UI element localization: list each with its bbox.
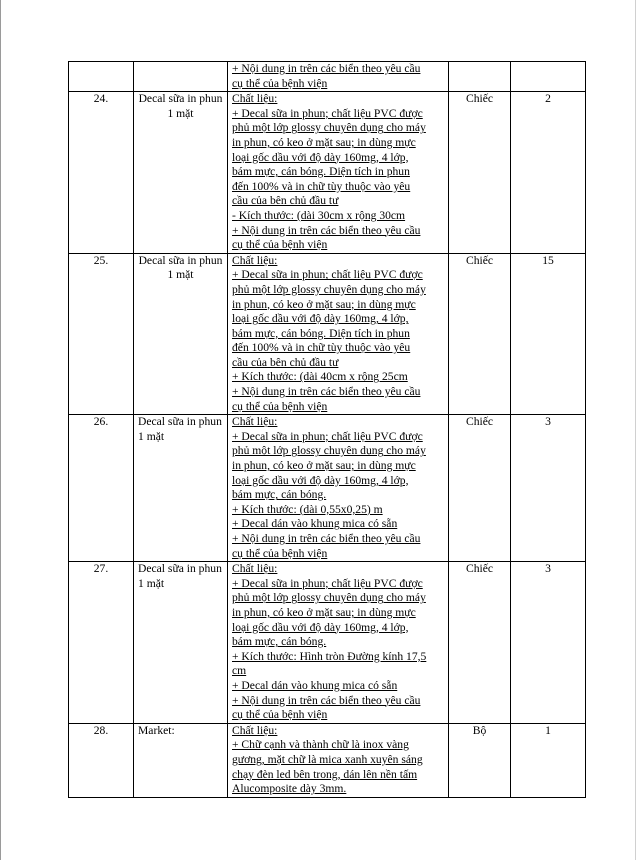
description-line: - Kích thước: (dài 30cm x rộng 30cm [232, 208, 406, 222]
description-line: + Decal sữa in phun; chất liệu PVC được [232, 106, 423, 120]
item-quantity: 1 [511, 723, 586, 797]
description-line: gương, mặt chữ là mica xanh xuyên sáng [232, 752, 423, 766]
table-body [69, 62, 586, 798]
item-description [228, 253, 449, 415]
description-line: + Decal dán vào khung mica có sẵn [232, 517, 398, 531]
description-line: + Nội dung in trên các biển theo yêu cầu [232, 62, 421, 75]
description-line: Chất liệu: [232, 562, 278, 576]
item-unit: Chiếc [449, 415, 511, 562]
description-line: đến 100% và in chữ tùy thuộc vào yêu [232, 179, 411, 193]
item-unit: Bộ [449, 723, 511, 797]
item-description [228, 62, 449, 92]
description-line: phủ một lớp glossy chuyên dụng cho máy [232, 282, 426, 296]
description-line: + Kích thước: (dài 0,55x0,25) m [232, 502, 383, 516]
description-line: + Nội dung in trên các biển theo yêu cầu [232, 385, 421, 399]
description-line: cụ thể của bệnh viện [232, 546, 328, 560]
description-line: loại gốc dầu với độ dày 160mg, 4 lớp, [232, 150, 409, 164]
description-line: bám mực, cán bóng. [232, 488, 327, 502]
row-number [69, 62, 134, 92]
description-line: Chất liệu: [232, 415, 278, 429]
description-line: + Decal sữa in phun; chất liệu PVC được [232, 268, 423, 282]
description-line: phủ một lớp glossy chuyên dụng cho máy [232, 591, 426, 605]
description-line: cụ thể của bệnh viện [232, 76, 328, 90]
item-description [228, 562, 449, 724]
description-line: cụ thể của bệnh viện [232, 708, 328, 722]
item-name: Decal sữa in phun 1 mặt [134, 562, 228, 724]
description-line: + Nội dung in trên các biển theo yêu cầu [232, 532, 421, 545]
page-left-edge [0, 0, 1, 860]
table-row [69, 723, 586, 797]
item-unit [449, 62, 511, 92]
item-name: Market: [134, 723, 228, 797]
item-unit: Chiếc [449, 562, 511, 724]
table-row [69, 415, 586, 562]
description-line: bám mực, cán bóng. Diện tích in phun [232, 165, 410, 179]
row-number: 26. [69, 415, 134, 562]
description-line: đến 100% và in chữ tùy thuộc vào yêu [232, 341, 411, 355]
description-line: in phun, có keo ở mặt sau; in dùng mực [232, 297, 416, 311]
description-line: Alucomposite dày 3mm. [232, 782, 347, 796]
description-line: in phun, có keo ở mặt sau; in dùng mực [232, 459, 416, 473]
item-name: Decal sữa in phun 1 mặt [134, 92, 228, 254]
item-quantity: 3 [511, 562, 586, 724]
description-line: chạy đèn led bên trong, dán lên nền tấm [232, 767, 418, 781]
description-line: loại gốc dầu với độ dày 160mg, 4 lớp, [232, 473, 409, 487]
description-line: + Kích thước: Hình tròn Đường kính 17,5 [232, 649, 427, 663]
description-line: phủ một lớp glossy chuyên dụng cho máy [232, 121, 426, 135]
description-line: + Nội dung in trên các biển theo yêu cầu [232, 223, 421, 237]
description-line: Chất liệu: [232, 723, 278, 737]
item-description [228, 723, 449, 797]
item-name [134, 62, 228, 92]
item-unit: Chiếc [449, 253, 511, 415]
description-line: Chất liệu: [232, 253, 278, 267]
item-name: Decal sữa in phun 1 mặt [134, 415, 228, 562]
item-quantity: 15 [511, 253, 586, 415]
description-line: + Decal dán vào khung mica có sẵn [232, 678, 398, 692]
table-row [69, 253, 586, 415]
item-description [228, 415, 449, 562]
table-row [69, 562, 586, 724]
description-line: Chất liệu: [232, 92, 278, 106]
description-line: phủ một lớp glossy chuyên dụng cho máy [232, 444, 426, 458]
description-line: cm [232, 664, 247, 678]
row-number: 25. [69, 253, 134, 415]
description-line: loại gốc dầu với độ dày 160mg, 4 lớp, [232, 620, 409, 634]
table-row [69, 62, 586, 92]
description-line: cầu của bên chủ đầu tư [232, 194, 339, 208]
item-quantity [511, 62, 586, 92]
description-line: in phun, có keo ở mặt sau; in dùng mực [232, 605, 416, 619]
specification-table [68, 61, 586, 798]
description-line: bám mực, cán bóng. Diện tích in phun [232, 326, 410, 340]
description-line: + Decal sữa in phun; chất liệu PVC được [232, 429, 423, 443]
table-row [69, 92, 586, 254]
row-number: 24. [69, 92, 134, 254]
description-line: bám mực, cán bóng. [232, 635, 327, 649]
description-line: + Nội dung in trên các biển theo yêu cầu [232, 693, 421, 707]
description-line: + Decal sữa in phun; chất liệu PVC được [232, 576, 423, 590]
item-name: Decal sữa in phun 1 mặt [134, 253, 228, 415]
description-line: loại gốc dầu với độ dày 160mg, 4 lớp, [232, 312, 409, 326]
item-description [228, 92, 449, 254]
description-line: + Chữ cạnh và thành chữ là inox vàng [232, 738, 409, 752]
description-line: cụ thể của bệnh viện [232, 399, 328, 413]
row-number: 27. [69, 562, 134, 724]
item-quantity: 3 [511, 415, 586, 562]
row-number: 28. [69, 723, 134, 797]
item-quantity: 2 [511, 92, 586, 254]
description-line: cụ thể của bệnh viện [232, 238, 328, 252]
description-line: + Kích thước: (dài 40cm x rộng 25cm [232, 370, 408, 384]
description-line: cầu của bên chủ đầu tư [232, 355, 339, 369]
description-line: in phun, có keo ở mặt sau; in dùng mực [232, 135, 416, 149]
item-unit: Chiếc [449, 92, 511, 254]
